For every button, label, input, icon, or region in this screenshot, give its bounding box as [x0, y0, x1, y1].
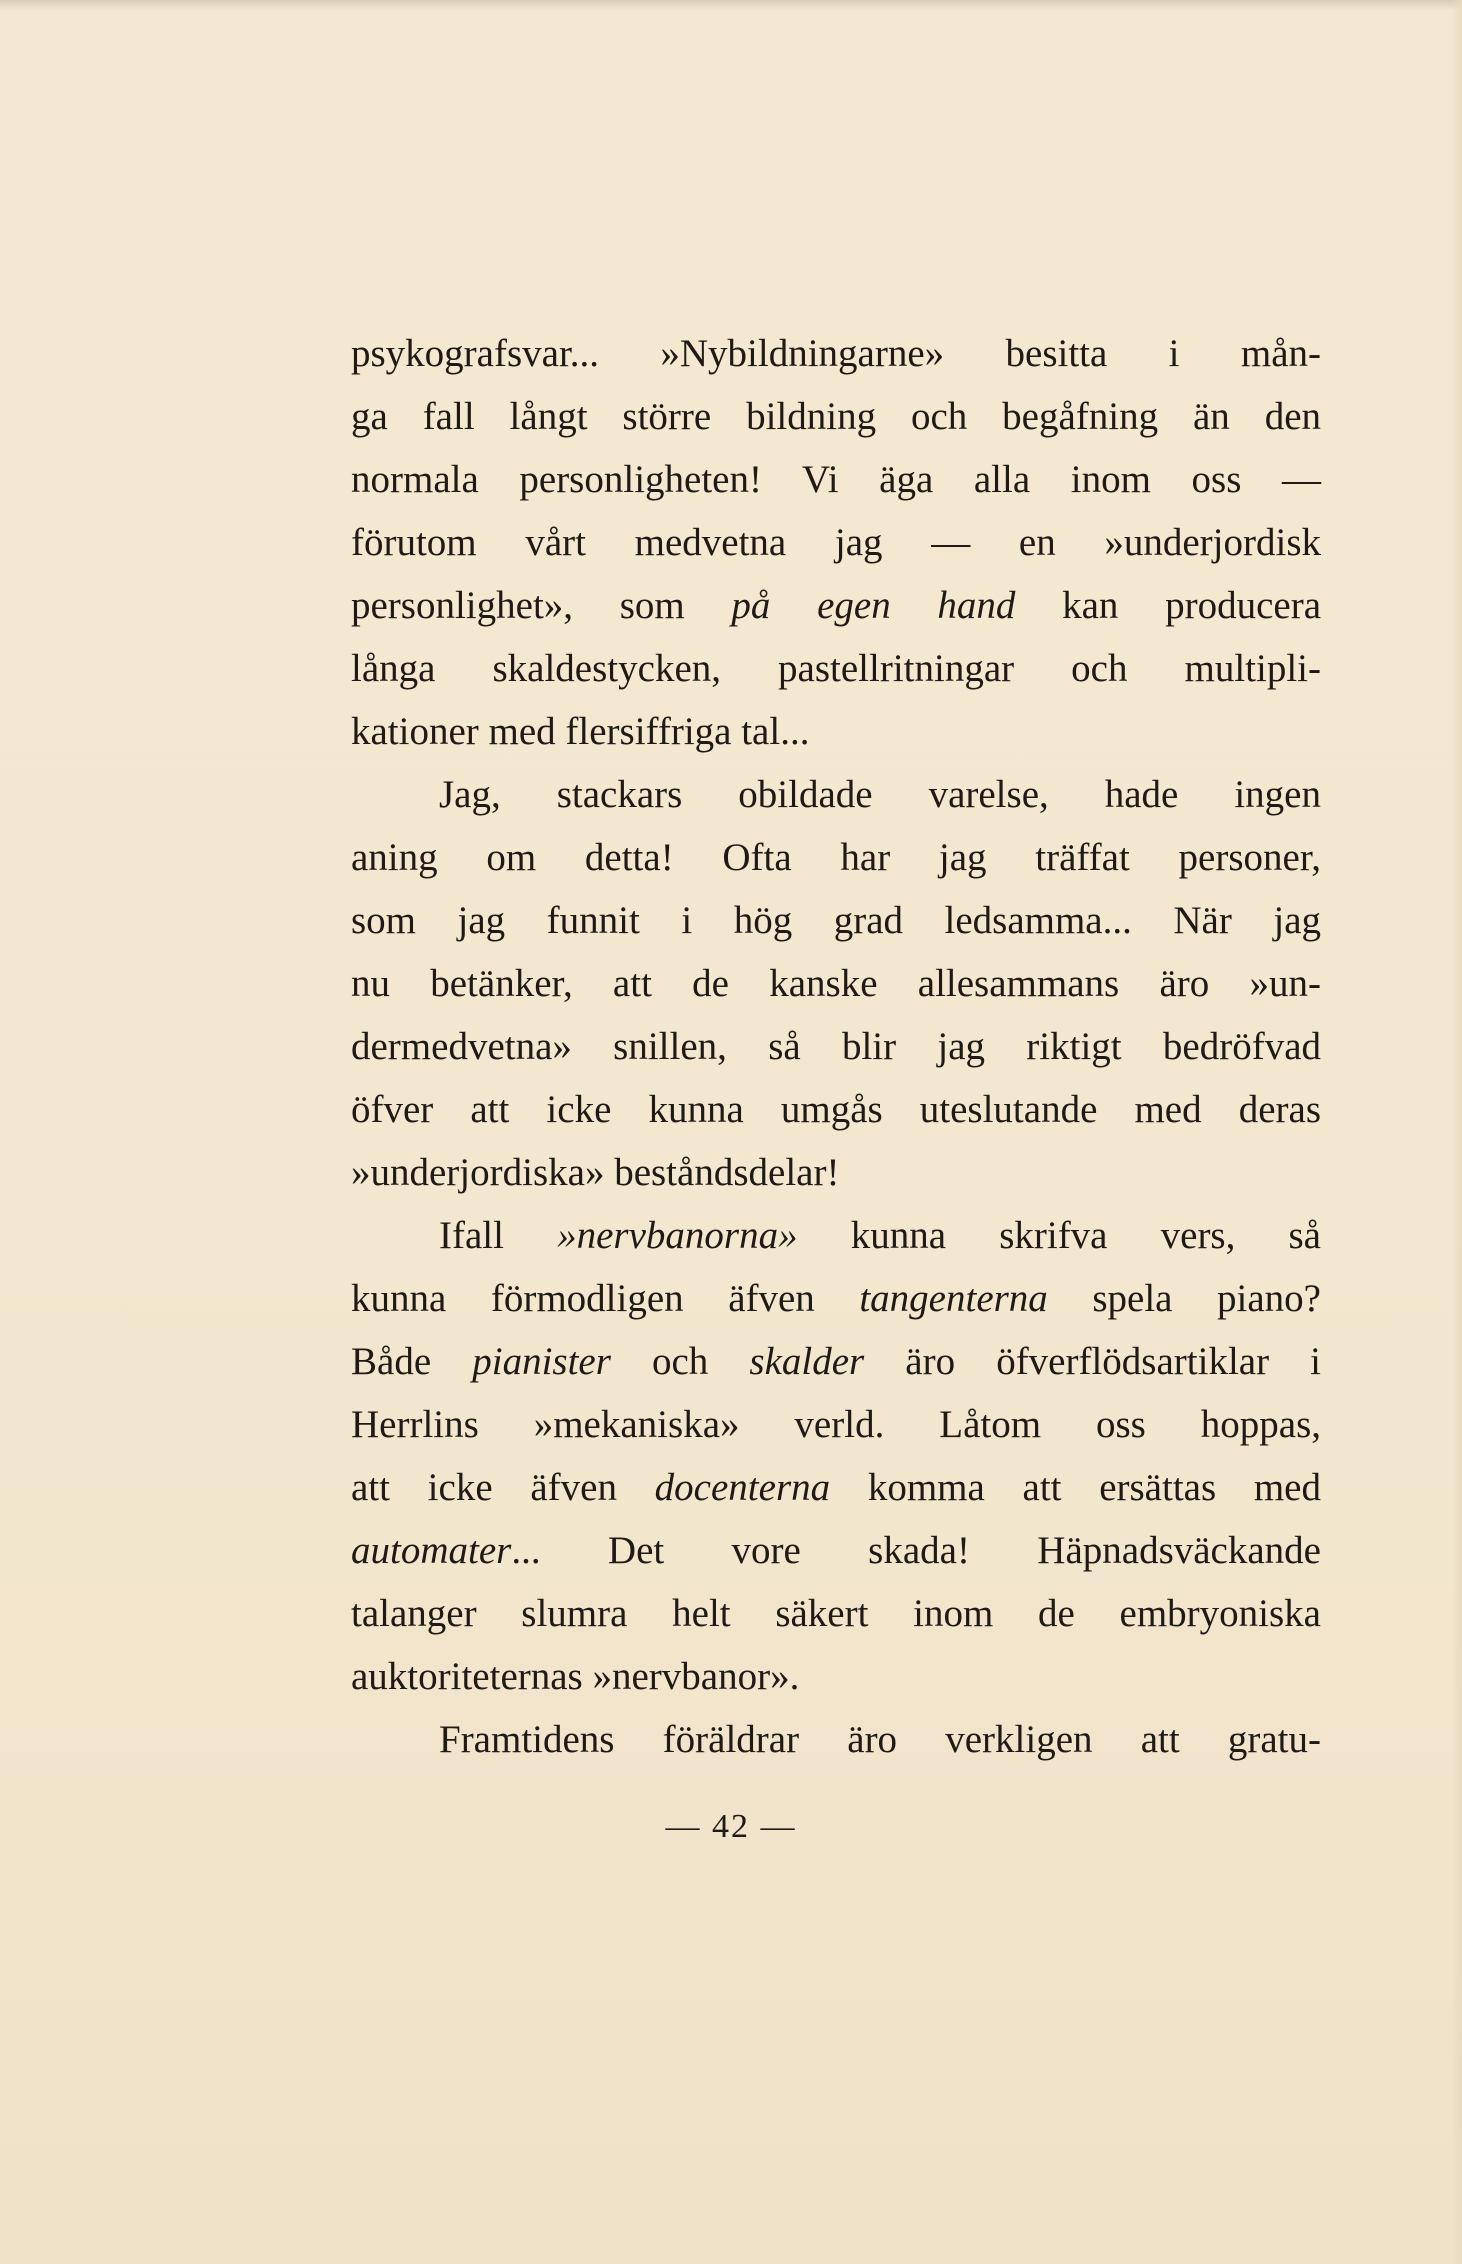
page-right-edge — [1452, 0, 1462, 2264]
text-line: långa skaldestycken, pastellritningar och multipli- — [351, 647, 1321, 690]
text-line: normala personligheten! Vi äga alla inom oss — — [351, 458, 1321, 501]
emphasis: »nervbanorna» — [557, 1214, 798, 1257]
text-line: Herrlins »mekaniska» verld. Låtom oss hoppas, — [351, 1403, 1321, 1446]
text-line: automater... Det vore skada! Häpnadsväckande — [351, 1529, 1321, 1572]
text-line: Både pianister och skalder äro öfverflödsartiklar i — [351, 1340, 1322, 1383]
text-line: att icke äfven docenterna komma att ersättas med — [351, 1466, 1321, 1509]
text-line: aning om detta! Ofta har jag träffat personer, — [351, 836, 1321, 879]
emphasis: docenterna — [654, 1466, 831, 1509]
emphasis: pianister — [472, 1340, 611, 1383]
page-top-edge — [0, 0, 1462, 10]
text-line: ga fall långt större bildning och begåfning än den — [351, 395, 1321, 438]
text-line: öfver att icke kunna umgås uteslutande med deras — [351, 1088, 1321, 1131]
text-line: psykografsvar... »Nybildningarne» besitta i mån- — [351, 332, 1321, 375]
emphasis: på egen hand — [731, 584, 1016, 627]
text-line: auktoriteternas »nervbanor». — [351, 1655, 800, 1698]
paragraph-start: Ifall »nervbanorna» kunna skrifva vers, så — [439, 1214, 1321, 1257]
text-line: kunna förmodligen äfven tangenterna spela piano? — [351, 1277, 1321, 1320]
text-line: förutom vårt medvetna jag — en »underjordisk — [351, 521, 1321, 564]
body-text — [351, 322, 1321, 1771]
text-line: »underjordiska» beståndsdelar! — [351, 1151, 840, 1194]
paragraph-start: Framtidens föräldrar äro verkligen att gratu- — [439, 1718, 1321, 1761]
text-line: kationer med flersiffriga tal... — [351, 710, 810, 753]
emphasis: skalder — [749, 1340, 865, 1383]
emphasis: tangenterna — [859, 1277, 1048, 1320]
text-line: talanger slumra helt säkert inom de embryoniska — [351, 1592, 1321, 1635]
emphasis: automater — [351, 1529, 512, 1572]
text-line: dermedvetna» snillen, så blir jag riktigt bedröfvad — [351, 1025, 1321, 1068]
text-line: nu betänker, att de kanske allesammans äro »un- — [351, 962, 1321, 1005]
paragraph-start: Jag, stackars obildade varelse, hade ingen — [439, 773, 1321, 816]
text-line: personlighet», som på egen hand kan producera — [351, 584, 1322, 627]
page-number: — 42 — — [665, 1808, 797, 1845]
text-line: som jag funnit i hög grad ledsamma... När jag — [351, 899, 1321, 942]
